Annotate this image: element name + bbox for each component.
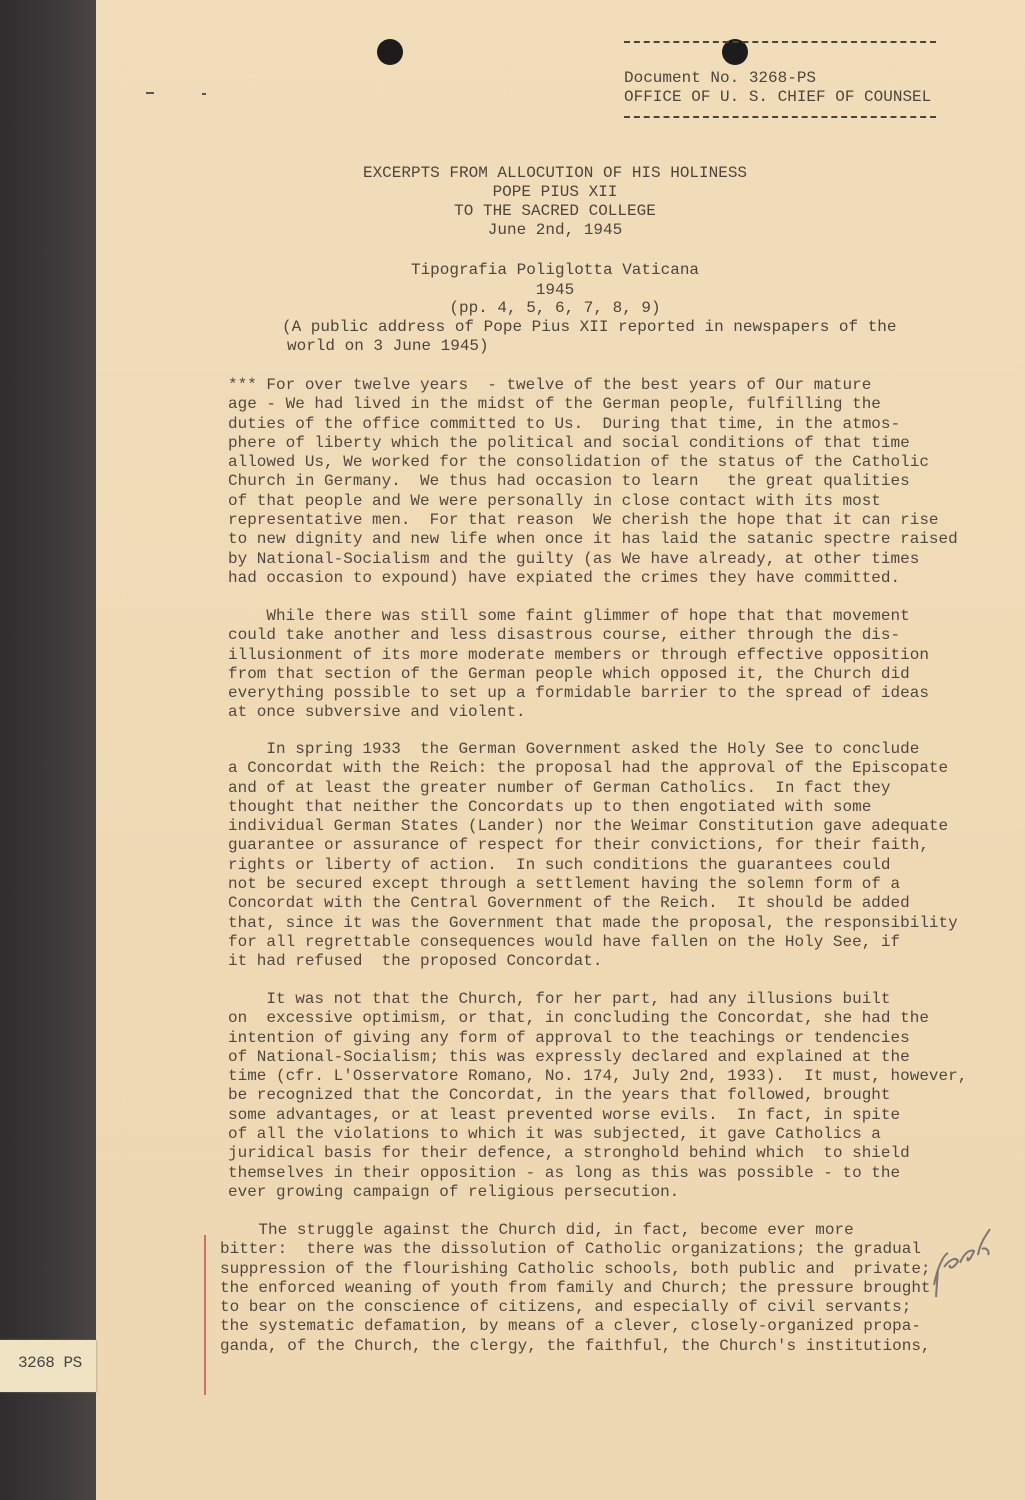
text-line: that, since it was the Government that made the proposal, the responsibility bbox=[228, 913, 958, 932]
binder-tab bbox=[0, 1340, 96, 1392]
header-rule-bottom bbox=[624, 116, 936, 118]
red-pencil-margin-line bbox=[204, 1235, 206, 1395]
text-line: could take another and less disastrous course, either through the dis- bbox=[228, 626, 901, 645]
text-line: representative men. For that reason We cherish the hope that it can rise bbox=[228, 511, 939, 530]
text-line: a Concordat with the Reich: the proposal had the approval of the Episcopate bbox=[228, 759, 949, 778]
title-date: June 2nd, 1945 bbox=[487, 221, 623, 239]
source-publisher: Tipografia Poliglotta Vaticana bbox=[410, 261, 700, 279]
source-year: 1945 bbox=[535, 281, 575, 299]
office-name: OFFICE OF U. S. CHIEF OF COUNSEL bbox=[624, 88, 932, 106]
text-line: on excessive optimism, or that, in concluding the Concordat, she had the bbox=[228, 1009, 929, 1028]
paragraph bbox=[228, 990, 967, 1202]
text-line: Church in Germany. We thus had occasion to learn the great qualities bbox=[228, 472, 910, 491]
text-line: by National-Socialism and the guilty (as We have already, at other times bbox=[228, 549, 920, 568]
text-line: had occasion to expound) have expiated the crimes they have committed. bbox=[228, 568, 901, 587]
title-line: POPE PIUS XII bbox=[492, 183, 618, 201]
handwritten-annotation bbox=[930, 1225, 1000, 1300]
source-note: (A public address of Pope Pius XII reported in newspapers of the bbox=[282, 318, 897, 336]
text-line: the systematic defamation, by means of a clever, closely-organized propa- bbox=[220, 1317, 921, 1336]
document-number: Document No. 3268-PS bbox=[624, 69, 817, 87]
text-line: phere of liberty which the political and social conditions of that time bbox=[228, 433, 910, 452]
text-line: individual German States (Lander) nor the Weimar Constitution gave adequate bbox=[228, 817, 949, 836]
text-line: the enforced weaning of youth from family and Church; the pressure brought bbox=[220, 1278, 931, 1297]
text-line: from that section of the German people which opposed it, the Church did bbox=[228, 664, 910, 683]
text-line: guarantee or assurance of respect for their convictions, for their faith, bbox=[228, 836, 929, 855]
text-line: allowed Us, We worked for the consolidation of the status of the Catholic bbox=[228, 453, 929, 472]
text-line: In spring 1933 the German Government asked the Holy See to conclude bbox=[228, 740, 920, 758]
text-line: everything possible to set up a formidable barrier to the spread of ideas bbox=[228, 684, 929, 703]
text-line: The struggle against the Church did, in fact, become ever more bbox=[220, 1221, 854, 1239]
text-line: duties of the office committed to Us. During that time, in the atmos- bbox=[228, 414, 901, 433]
paragraph bbox=[228, 607, 929, 723]
text-line: for all regrettable consequences would have fallen on the Holy See, if bbox=[228, 932, 901, 951]
source-note: world on 3 June 1945) bbox=[287, 337, 489, 355]
text-line: some advantages, or at least prevented worse evils. In fact, in spite bbox=[228, 1105, 901, 1124]
text-line: to new dignity and new life when once it has laid the satanic spectre raised bbox=[228, 530, 958, 549]
text-line: of that people and We were personally in close contact with its most bbox=[228, 491, 881, 510]
text-line: juridical basis for their defence, a stronghold behind which to shield bbox=[228, 1144, 910, 1163]
source-pages: (pp. 4, 5, 6, 7, 8, 9) bbox=[449, 299, 661, 317]
header-rule-top bbox=[624, 41, 936, 43]
text-line: suppression of the flourishing Catholic schools, both public and private; bbox=[220, 1259, 931, 1278]
text-line: at once subversive and violent. bbox=[228, 703, 526, 722]
text-line: not be secured except through a settlement having the solemn form of a bbox=[228, 875, 901, 894]
text-line: intention of giving any form of approval to the teachings or tendencies bbox=[228, 1028, 910, 1047]
text-line: thought that neither the Concordats up to then engotiated with some bbox=[228, 797, 872, 816]
binder-tab-label: 3268 PS bbox=[18, 1354, 82, 1372]
text-line: *** For over twelve years - twelve of the best years of Our mature bbox=[228, 376, 872, 394]
text-line: of all the violations to which it was subjected, it gave Catholics a bbox=[228, 1125, 881, 1144]
text-line: time (cfr. L'Osservatore Romano, No. 174, July 2nd, 1933). It must, however, bbox=[228, 1067, 968, 1086]
text-line: bitter: there was the dissolution of Catholic organizations; the gradual bbox=[220, 1240, 921, 1259]
text-line: and of at least the greater number of German Catholics. In fact they bbox=[228, 778, 891, 797]
stray-mark bbox=[146, 91, 206, 95]
text-line: it had refused the proposed Concordat. bbox=[228, 952, 603, 971]
text-line: ganda, of the Church, the clergy, the faithful, the Church's institutions, bbox=[220, 1336, 931, 1355]
text-line: themselves in their opposition - as long as this was possible - to the bbox=[228, 1163, 901, 1182]
text-line: of National-Socialism; this was expressly declared and explained at the bbox=[228, 1047, 910, 1066]
paragraph bbox=[228, 376, 958, 588]
text-line: rights or liberty of action. In such conditions the guarantees could bbox=[228, 855, 891, 874]
text-line: Concordat with the Central Government of the Reich. It should be added bbox=[228, 894, 910, 913]
paragraph bbox=[220, 1221, 931, 1356]
text-line: ever growing campaign of religious persecution. bbox=[228, 1182, 680, 1201]
text-line: to bear on the conscience of citizens, and especially of civil servants; bbox=[220, 1298, 912, 1317]
text-line: age - We had lived in the midst of the German people, fulfilling the bbox=[228, 395, 881, 414]
text-line: illusionment of its more moderate members or through effective opposition bbox=[228, 645, 929, 664]
title-line: TO THE SACRED COLLEGE bbox=[454, 202, 656, 220]
text-line: While there was still some faint glimmer of hope that that movement bbox=[228, 607, 910, 625]
text-line: be recognized that the Concordat, in the years that followed, brought bbox=[228, 1086, 891, 1105]
punch-hole bbox=[377, 39, 403, 65]
text-line: It was not that the Church, for her part, had any illusions built bbox=[228, 990, 891, 1008]
paragraph bbox=[228, 740, 958, 972]
title-line: EXCERPTS FROM ALLOCUTION OF HIS HOLINESS bbox=[362, 164, 748, 182]
